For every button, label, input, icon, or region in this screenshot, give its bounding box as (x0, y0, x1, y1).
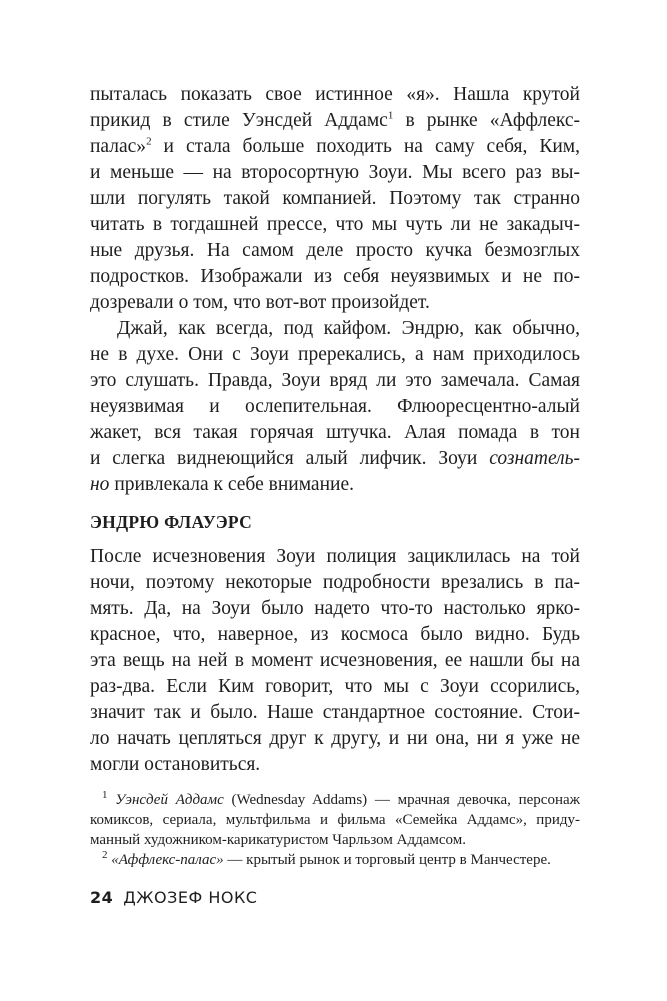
text-line: не в духе. Они с Зоуи пререкались, а нам приходилось (90, 344, 580, 365)
author-name: ДЖОЗЕФ НОКС (123, 888, 258, 907)
text-line: могли остановиться. (90, 754, 261, 775)
text-line: дозревали о том, что вот-вот произойдет. (90, 292, 430, 313)
text-line: ло начать цепляться друг к другу, и ни она, ни я уже не (90, 728, 580, 749)
footnote: $^1$ Уэнсдей Аддамс (Wednesday Addams) — мрачная девочка, персонаж (102, 789, 581, 808)
text-line: и слегка виднеющийся алый лифчик. Зоуи сознатель- (90, 448, 581, 469)
footnote-mark: 1 (102, 789, 108, 801)
footnote-line: комиксов, сериала, мультфильма и фильма «Семейка Аддамс», приду- (90, 812, 580, 828)
text-line: Джай, как всегда, под кайфом. Эндрю, как обычно, (117, 318, 580, 339)
text-line: раз-два. Если Ким говорит, что мы с Зоуи ссорились, (90, 676, 580, 697)
footnote-mark: 2 (102, 849, 108, 861)
text-line: шли погулять такой компанией. Поэтому так странно (90, 188, 580, 209)
text-line: и меньше — на второсортную Зоуи. Мы всего раз вы- (90, 162, 580, 183)
page-number: 24 (90, 888, 114, 907)
text-line: мять. Да, на Зоуи было надето что-то настолько ярко- (90, 598, 580, 619)
text-line: ночи, поэтому некоторые подробности врезались в па- (90, 572, 580, 593)
text-line: пыталась показать свое истинное «я». Нашла крутой (90, 84, 580, 105)
text-line: подростков. Изображали из себя неуязвимых и не по- (90, 266, 580, 287)
running-footer (90, 888, 257, 907)
text-line: палас»$^2$ и стала больше походить на саму себя, Ким, (90, 135, 581, 157)
section-heading: ЭНДРЮ ФЛАУЭРС (90, 512, 253, 532)
footnote: $^2$ «Аффлекс-палас» — крытый рынок и торговый центр в Манчестере. (102, 849, 551, 868)
footnote-line: манный художником-карикатуристом Чарльзом Аддамсом. (90, 832, 466, 848)
footnote-ref: 2 (146, 135, 152, 148)
text-line: неуязвимая и ослепительная. Флюоресцентно-алый (90, 396, 580, 417)
text-line: значит так и было. Наше стандартное состояние. Стои- (90, 702, 580, 723)
text-line: После исчезновения Зоуи полиция зациклилась на той (90, 546, 580, 567)
text-line: ные друзья. На самом деле просто кучка безмозглых (90, 240, 580, 261)
footnote-ref: 1 (387, 109, 394, 122)
text-line: это слушать. Правда, Зоуи вряд ли это замечала. Самая (90, 370, 580, 391)
text-line: читать в тогдашней прессе, что мы чуть ли не закадыч- (90, 214, 580, 235)
text-line: красное, что, наверное, из космоса было видно. Будь (90, 624, 580, 645)
text-line: эта вещь на ней в момент исчезновения, ее нашли бы на (90, 650, 580, 671)
text-line: но привлекала к себе внимание. (90, 474, 354, 495)
text-line: жакет, вся такая горячая штучка. Алая помада в тон (90, 422, 580, 443)
text-line: прикид в стиле Уэнсдей Аддамс$^1$ в рынке «Аффлекс- (90, 109, 581, 131)
